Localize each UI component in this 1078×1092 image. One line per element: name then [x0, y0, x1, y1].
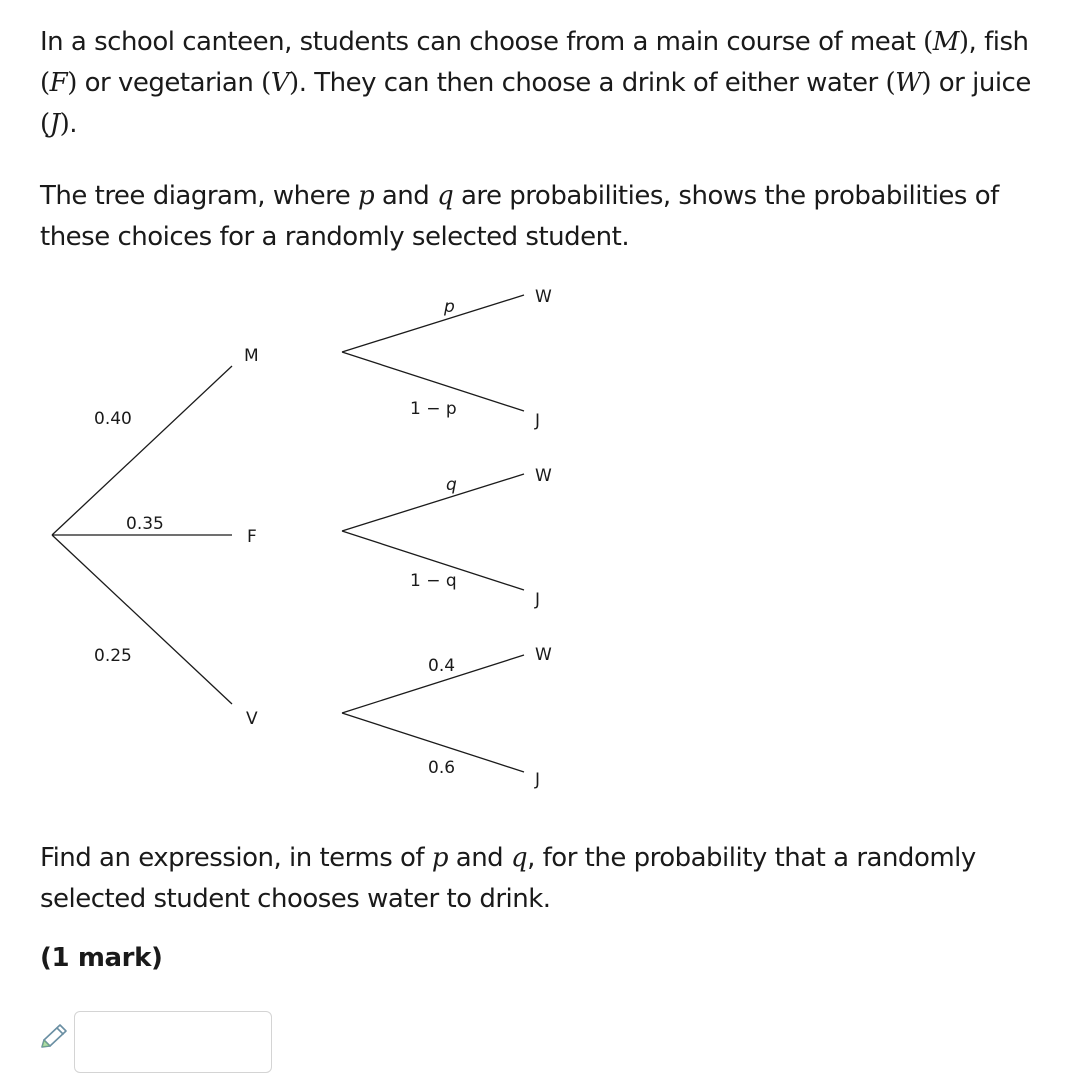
question-intro: In a school canteen, students can choose from a main course of meat (M), fish (F) or vegetarian (V). They can then choose a drink of either water (W) or juice (J).: [40, 27, 1031, 139]
math-p-2: p: [431, 843, 448, 873]
prob-v-j: 0.6: [428, 758, 456, 778]
prob-f-j: 1 − q: [410, 571, 457, 591]
prob-m-w: p: [444, 297, 455, 317]
outcome-f-j: J: [535, 590, 541, 610]
branch-m: [52, 366, 232, 535]
prob-m-j: 1 − p: [410, 399, 457, 419]
answer-input[interactable]: [74, 1011, 272, 1073]
outcome-f: F: [247, 527, 257, 547]
math-v: V: [270, 68, 290, 98]
outcome-m-w: W: [535, 287, 552, 307]
prob-f: 0.35: [126, 514, 164, 534]
outcome-m-j: J: [535, 411, 541, 431]
branch-v: [52, 535, 232, 704]
outcome-f-w: W: [535, 466, 552, 486]
outcome-v-j: J: [535, 770, 541, 790]
prob-v: 0.25: [94, 646, 132, 666]
prob-m: 0.40: [94, 409, 132, 429]
tree-diagram: [0, 270, 620, 800]
pencil-icon: [36, 1022, 70, 1052]
math-q-2: q: [510, 843, 528, 873]
tree-description: The tree diagram, where p and q are probabilities, shows the probabilities of these choices for a randomly selected student.: [40, 181, 999, 252]
math-f: F: [49, 68, 68, 98]
math-p: p: [357, 181, 375, 211]
outcome-v: V: [246, 709, 258, 729]
outcome-v-w: W: [535, 645, 552, 665]
branch-m-w: [342, 295, 524, 352]
prob-f-w: q: [446, 475, 457, 495]
outcome-m: M: [244, 346, 259, 366]
math-m: M: [932, 27, 959, 57]
branch-f-w: [342, 474, 524, 531]
marks-label: (1 mark): [40, 943, 163, 973]
prob-v-w: 0.4: [428, 656, 456, 676]
question-prompt: Find an expression, in terms of p and q, for the probability that a randomly selected student chooses water to drink.: [40, 843, 976, 914]
math-w: W: [895, 68, 922, 98]
math-j: J: [49, 109, 60, 139]
math-q: q: [437, 181, 454, 211]
